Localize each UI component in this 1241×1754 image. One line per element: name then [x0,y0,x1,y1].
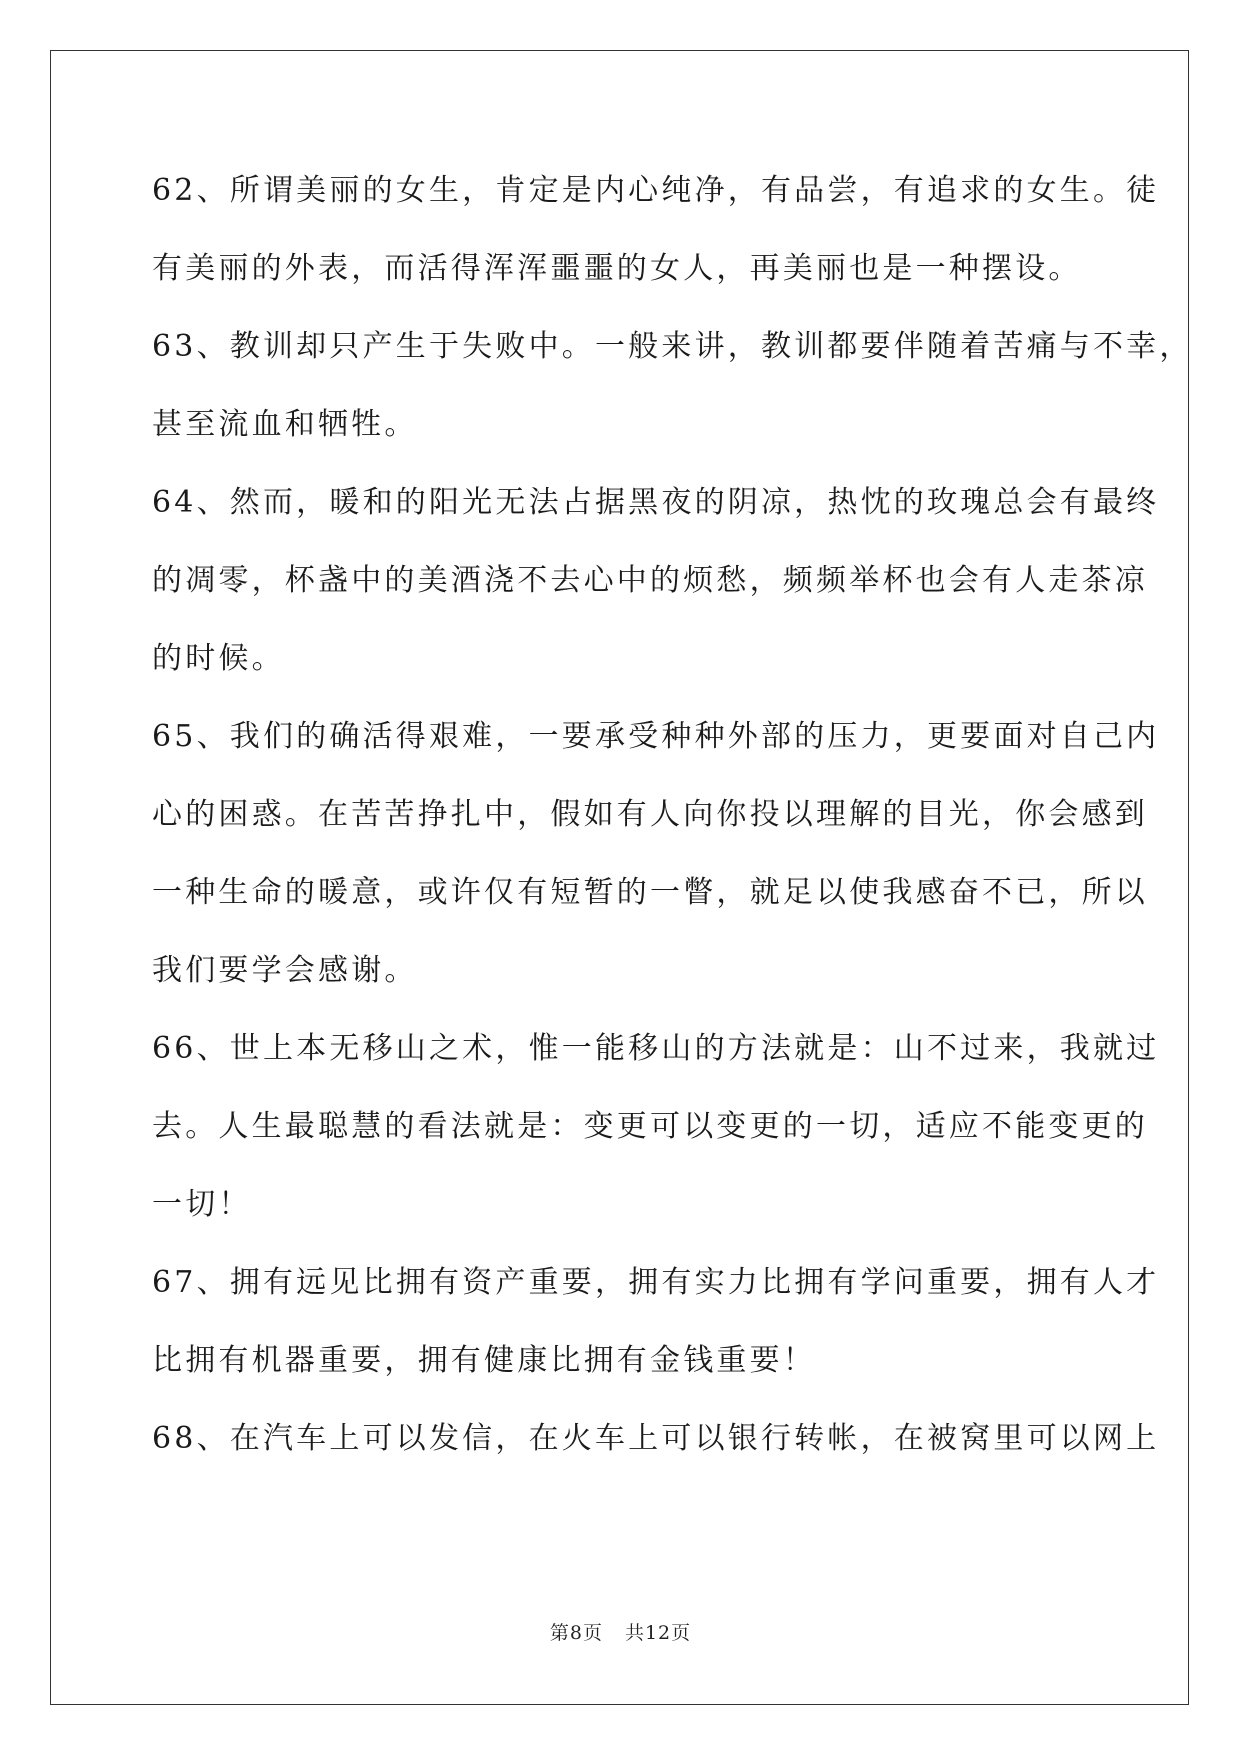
page-footer [0,1618,1241,1645]
text-line: 的凋零，杯盏中的美酒浇不去心中的烦愁，频频举杯也会有人走茶凉 [152,563,1148,598]
paragraph-67 [152,1244,1160,1400]
text-line: 比拥有机器重要，拥有健康比拥有金钱重要！ [152,1343,816,1378]
text-line: 心的困惑。在苦苦挣扎中，假如有人向你投以理解的目光，你会感到 [152,797,1148,832]
text-line: 去。人生最聪慧的看法就是：变更可以变更的一切，适应不能变更的 [152,1109,1148,1144]
text-line: 甚至流血和牺牲。 [152,407,418,442]
paragraph-66 [152,1010,1160,1244]
paragraph-64 [152,464,1160,698]
text-line: 63、教训却只产生于失败中。一般来讲，教训都要伴随着苦痛与不幸， [152,329,1193,364]
text-line: 有美丽的外表，而活得浑浑噩噩的女人，再美丽也是一种摆设。 [152,251,1082,286]
paragraph-68 [152,1400,1160,1478]
page-number-label: 第8页 [549,1622,603,1644]
text-line: 65、我们的确活得艰难，一要承受种种外部的压力，更要面对自己内 [152,719,1160,754]
text-line: 64、然而，暖和的阳光无法占据黑夜的阴凉，热忱的玫瑰总会有最终 [152,485,1160,520]
text-line: 68、在汽车上可以发信，在火车上可以银行转帐，在被窝里可以网上 [152,1421,1160,1456]
text-line: 的时候。 [152,641,285,676]
total-pages-label: 共12页 [624,1622,692,1644]
document-body [152,152,1193,1478]
text-line: 一种生命的暖意，或许仅有短暂的一瞥，就足以使我感奋不已，所以 [152,875,1148,910]
paragraph-65 [152,698,1160,1010]
text-line: 66、世上本无移山之术，惟一能移山的方法就是：山不过来，我就过 [152,1031,1160,1066]
text-line: 我们要学会感谢。 [152,953,418,988]
text-line: 67、拥有远见比拥有资产重要，拥有实力比拥有学问重要，拥有人才 [152,1265,1160,1300]
paragraph-63 [152,308,1193,464]
text-line: 62、所谓美丽的女生，肯定是内心纯净，有品尝，有追求的女生。徒 [152,173,1160,208]
paragraph-62 [152,152,1160,308]
text-line: 一切！ [152,1187,252,1222]
